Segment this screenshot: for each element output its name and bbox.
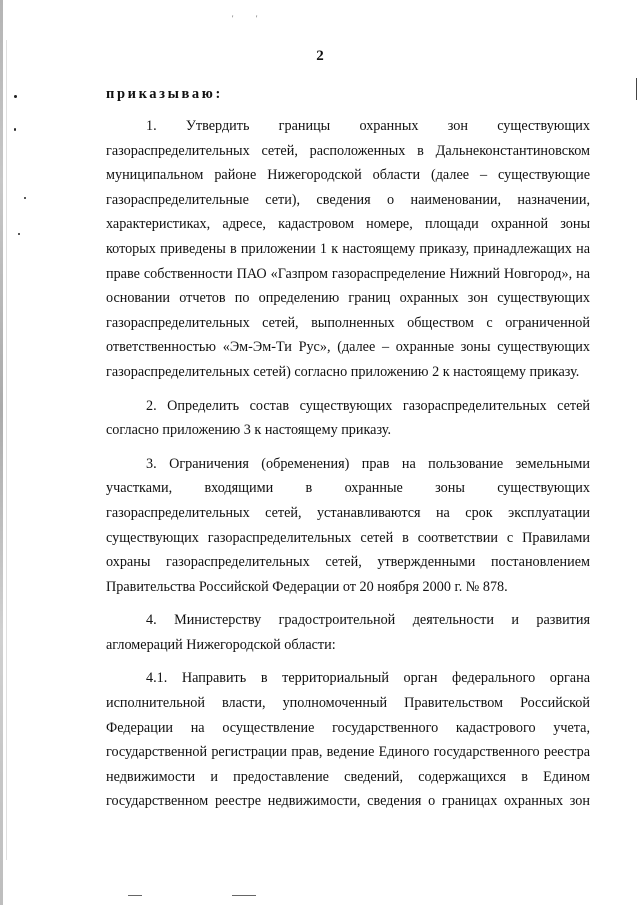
paragraph-3: 3. Ограничения (обременения) прав на пользование земельными участками, входящими в охранные зоны существующих газораспределительных сетей, устанавливаются на срок эксплуатации существующих газораспределительных сетей в соответствии с Правилами охраны газораспределительных сетей, утвержденными постановлением Правительства Российской Федерации от 20 ноября 2000 г. № 878. [106,455,590,595]
scan-edge-mark-right [636,78,637,100]
scan-speck [14,128,16,131]
scan-bottom-line [232,895,256,896]
paragraph-4-1: 4.1. Направить в территориальный орган федерального органа исполнительной власти, уполномоченный Правительством Российской Федерации на осуществление государственного кадастрового учета, государственной регистрации прав, ведение Единого государственного реестра недвижимости и предоставление сведений, содержащихся в Едином государственном реестре недвижимости, сведения о границах охранных зон [106,670,590,810]
paragraph-2: 2. Определить состав существующих газораспределительных сетей согласно приложению 3 к настоящему приказу. [106,397,590,439]
scan-bottom-line [128,895,142,896]
order-heading: приказываю: [106,86,223,102]
scan-tick-mark: ' [256,14,258,23]
scan-edge-artifact [0,0,3,905]
scan-speck [24,197,26,199]
document-body [106,114,590,823]
paragraph-4: 4. Министерству градостроительной деятельности и развития агломераций Нижегородской области: [106,612,590,653]
paragraph-1: 1. Утвердить границы охранных зон существующих газораспределительных сетей, расположенных в Дальнеконстантиновском муниципальном районе Нижегородской области (далее – существующие газораспределительные сети), сведения о наименовании, назначении, характеристиках, адресе, кадастровом номере, площади охранной зоны которых приведены в приложении 1 к настоящему приказу, принадлежащих на праве собственности ПАО «Газпром газораспределение Нижний Новгород», на основании отчетов по определению границ охранных зон существующих газораспределительных сетей, выполненных обществом с ограниченной ответственностью «Эм-Эм-Ти Рус», (далее – охранные зоны существующих газораспределительных сетей) согласно приложению 2 к настоящему приказу. [106,118,590,380]
scan-speck [14,95,17,98]
scan-edge-artifact-line [6,40,7,860]
page-number: 2 [316,48,324,64]
scan-tick-mark: ' [232,14,234,23]
scan-speck [18,233,20,235]
